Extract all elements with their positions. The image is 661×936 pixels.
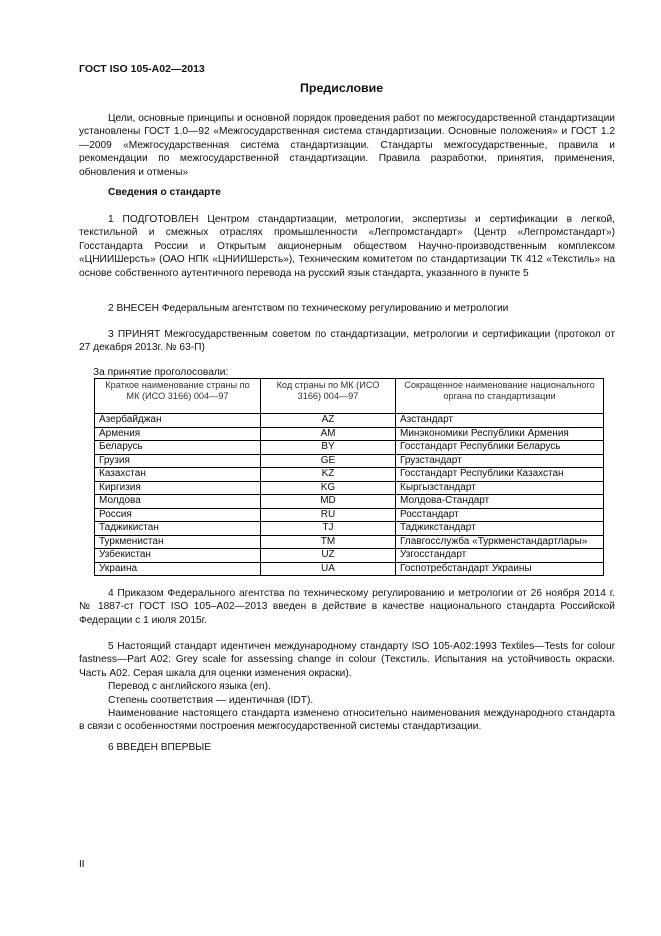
table-row	[95, 414, 604, 428]
table-row	[95, 495, 604, 509]
item-4-paragraph: 4 Приказом Федерального агентства по техническому регулированию и метрологии от 26 ноября 2014 г. № 1887-ст ГОСТ ISO 105–A02—2013 введен в действие в качестве национального стандарта Российской Федерации с 1 июля 2015г.	[79, 588, 615, 626]
page-number: II	[79, 859, 85, 870]
country-name: Узбекистан	[95, 549, 261, 563]
item-5-conformity: Степень соответствия — идентичная (IDT).	[108, 694, 314, 706]
country-name: Грузия	[95, 454, 261, 468]
table-row	[95, 508, 604, 522]
standards-body: Грузстандарт	[396, 454, 604, 468]
table-header-row	[95, 379, 604, 414]
item-5-translation: Перевод с английского языка (en).	[108, 681, 271, 693]
standards-body: Кыргызстандарт	[396, 481, 604, 495]
standards-body: Молдова-Стандарт	[396, 495, 604, 509]
table-row	[95, 535, 604, 549]
country-code: GE	[261, 454, 396, 468]
country-code: KG	[261, 481, 396, 495]
country-code: MD	[261, 495, 396, 509]
item-2-block	[79, 302, 615, 315]
country-code: KZ	[261, 468, 396, 482]
item-5-name-note: Наименование настоящего стандарта изменено относительно наименования международного стандарта в связи с особенностями построения межгосударственной системы стандартизации.	[79, 708, 615, 733]
standards-body: Главгосслужба «Туркменстандартлары»	[396, 535, 604, 549]
item-1-block	[79, 213, 615, 280]
country-name: Россия	[95, 508, 261, 522]
header-country-name: Краткое наименование страны по МК (ИСО 3166) 004—97	[95, 379, 261, 414]
country-name: Таджикистан	[95, 522, 261, 536]
country-name: Туркменистан	[95, 535, 261, 549]
section-heading: Сведения о стандарте	[108, 187, 221, 198]
standards-body: Госстандарт Республики Казахстан	[396, 468, 604, 482]
country-code: RU	[261, 508, 396, 522]
country-code: UZ	[261, 549, 396, 563]
table-row	[95, 522, 604, 536]
country-code: UA	[261, 562, 396, 576]
item-6-paragraph: 6 ВВЕДЕН ВПЕРВЫЕ	[108, 742, 212, 753]
country-name: Беларусь	[95, 441, 261, 455]
voting-countries-table	[94, 378, 604, 576]
item-5-paragraph: 5 Настоящий стандарт идентичен международному стандарту ISO 105-A02:1993 Textiles—Tests for colour fastness—Part A02: Grey scale for assessing change in colour (Текстиль. Испытания на устойчивость окраски. Часть A02. Серая шкала для оценки изменения окраски).	[79, 641, 615, 679]
table-row	[95, 427, 604, 441]
item-1-paragraph: 1 ПОДГОТОВЛЕН Центром стандартизации, метрологии, экспертизы и сертификации в легкой, текстильной и смежных отраслях промышленности «Легпромстандарт» (Центр «Легпромстандарт») Госстандарта России и Открытым акционерным обществом Научно-производственным комплексом «ЦНИИШерсть» (ОАО НПК «ЦНИИШерсть»), Техническим комитетом по стандартизации ТК 412 «Текстиль» на основе собственного аутентичного перевода на русский язык стандарта, указанного в пункте 5	[79, 214, 615, 279]
item-3-paragraph: 3 ПРИНЯТ Межгосударственным советом по стандартизации, метрологии и сертификации (протокол от 27 декабря 2013г. № 63-П)	[79, 329, 615, 354]
standards-body: Госстандарт Республики Беларусь	[396, 441, 604, 455]
intro-paragraph-block	[79, 112, 615, 179]
vote-label: За принятие проголосовали:	[93, 367, 229, 378]
item-2-paragraph: 2 ВНЕСЕН Федеральным агентством по техническому регулированию и метрологии	[108, 303, 509, 314]
standards-body: Таджикстандарт	[396, 522, 604, 536]
item-6-block	[79, 741, 615, 754]
table-row	[95, 441, 604, 455]
country-name: Киргизия	[95, 481, 261, 495]
country-name: Армения	[95, 427, 261, 441]
country-name: Молдова	[95, 495, 261, 509]
item-4-block	[79, 587, 615, 627]
item-3-block	[79, 328, 615, 355]
document-code: ГОСТ ISO 105-A02—2013	[79, 63, 205, 75]
table-row	[95, 481, 604, 495]
country-code: AZ	[261, 414, 396, 428]
intro-paragraph: Цели, основные принципы и основной порядок проведения работ по межгосударственной стандартизации установлены ГОСТ 1.0—92 «Межгосударственная система стандартизации. Основные положения» и ГОСТ 1.2—2009 «Межгосударственная система стандартизации. Стандарты межгосударственные, правила и рекомендации по межгосударственной стандартизации. Правила разработки, принятия, применения, обновления и отмены»	[79, 113, 615, 178]
country-name: Украина	[95, 562, 261, 576]
section-heading-block	[79, 186, 615, 199]
standards-body: Госпотребстандарт Украины	[396, 562, 604, 576]
table-row	[95, 454, 604, 468]
header-country-code: Код страны по МК (ИСО 3166) 004—97	[261, 379, 396, 414]
table-row	[95, 562, 604, 576]
country-name: Азербайджан	[95, 414, 261, 428]
page-title: Предисловие	[300, 81, 384, 95]
country-code: TJ	[261, 522, 396, 536]
table-row	[95, 468, 604, 482]
item-5-block	[79, 640, 615, 734]
standards-body: Минэкономики Республики Армения	[396, 427, 604, 441]
standards-body: Узгосстандарт	[396, 549, 604, 563]
country-code: AM	[261, 427, 396, 441]
header-standards-body: Сокращенное наименование национального органа по стандартизации	[396, 379, 604, 414]
table-row	[95, 549, 604, 563]
standards-body: Азстандарт	[396, 414, 604, 428]
country-code: BY	[261, 441, 396, 455]
country-code: TM	[261, 535, 396, 549]
standards-body: Росстандарт	[396, 508, 604, 522]
country-name: Казахстан	[95, 468, 261, 482]
